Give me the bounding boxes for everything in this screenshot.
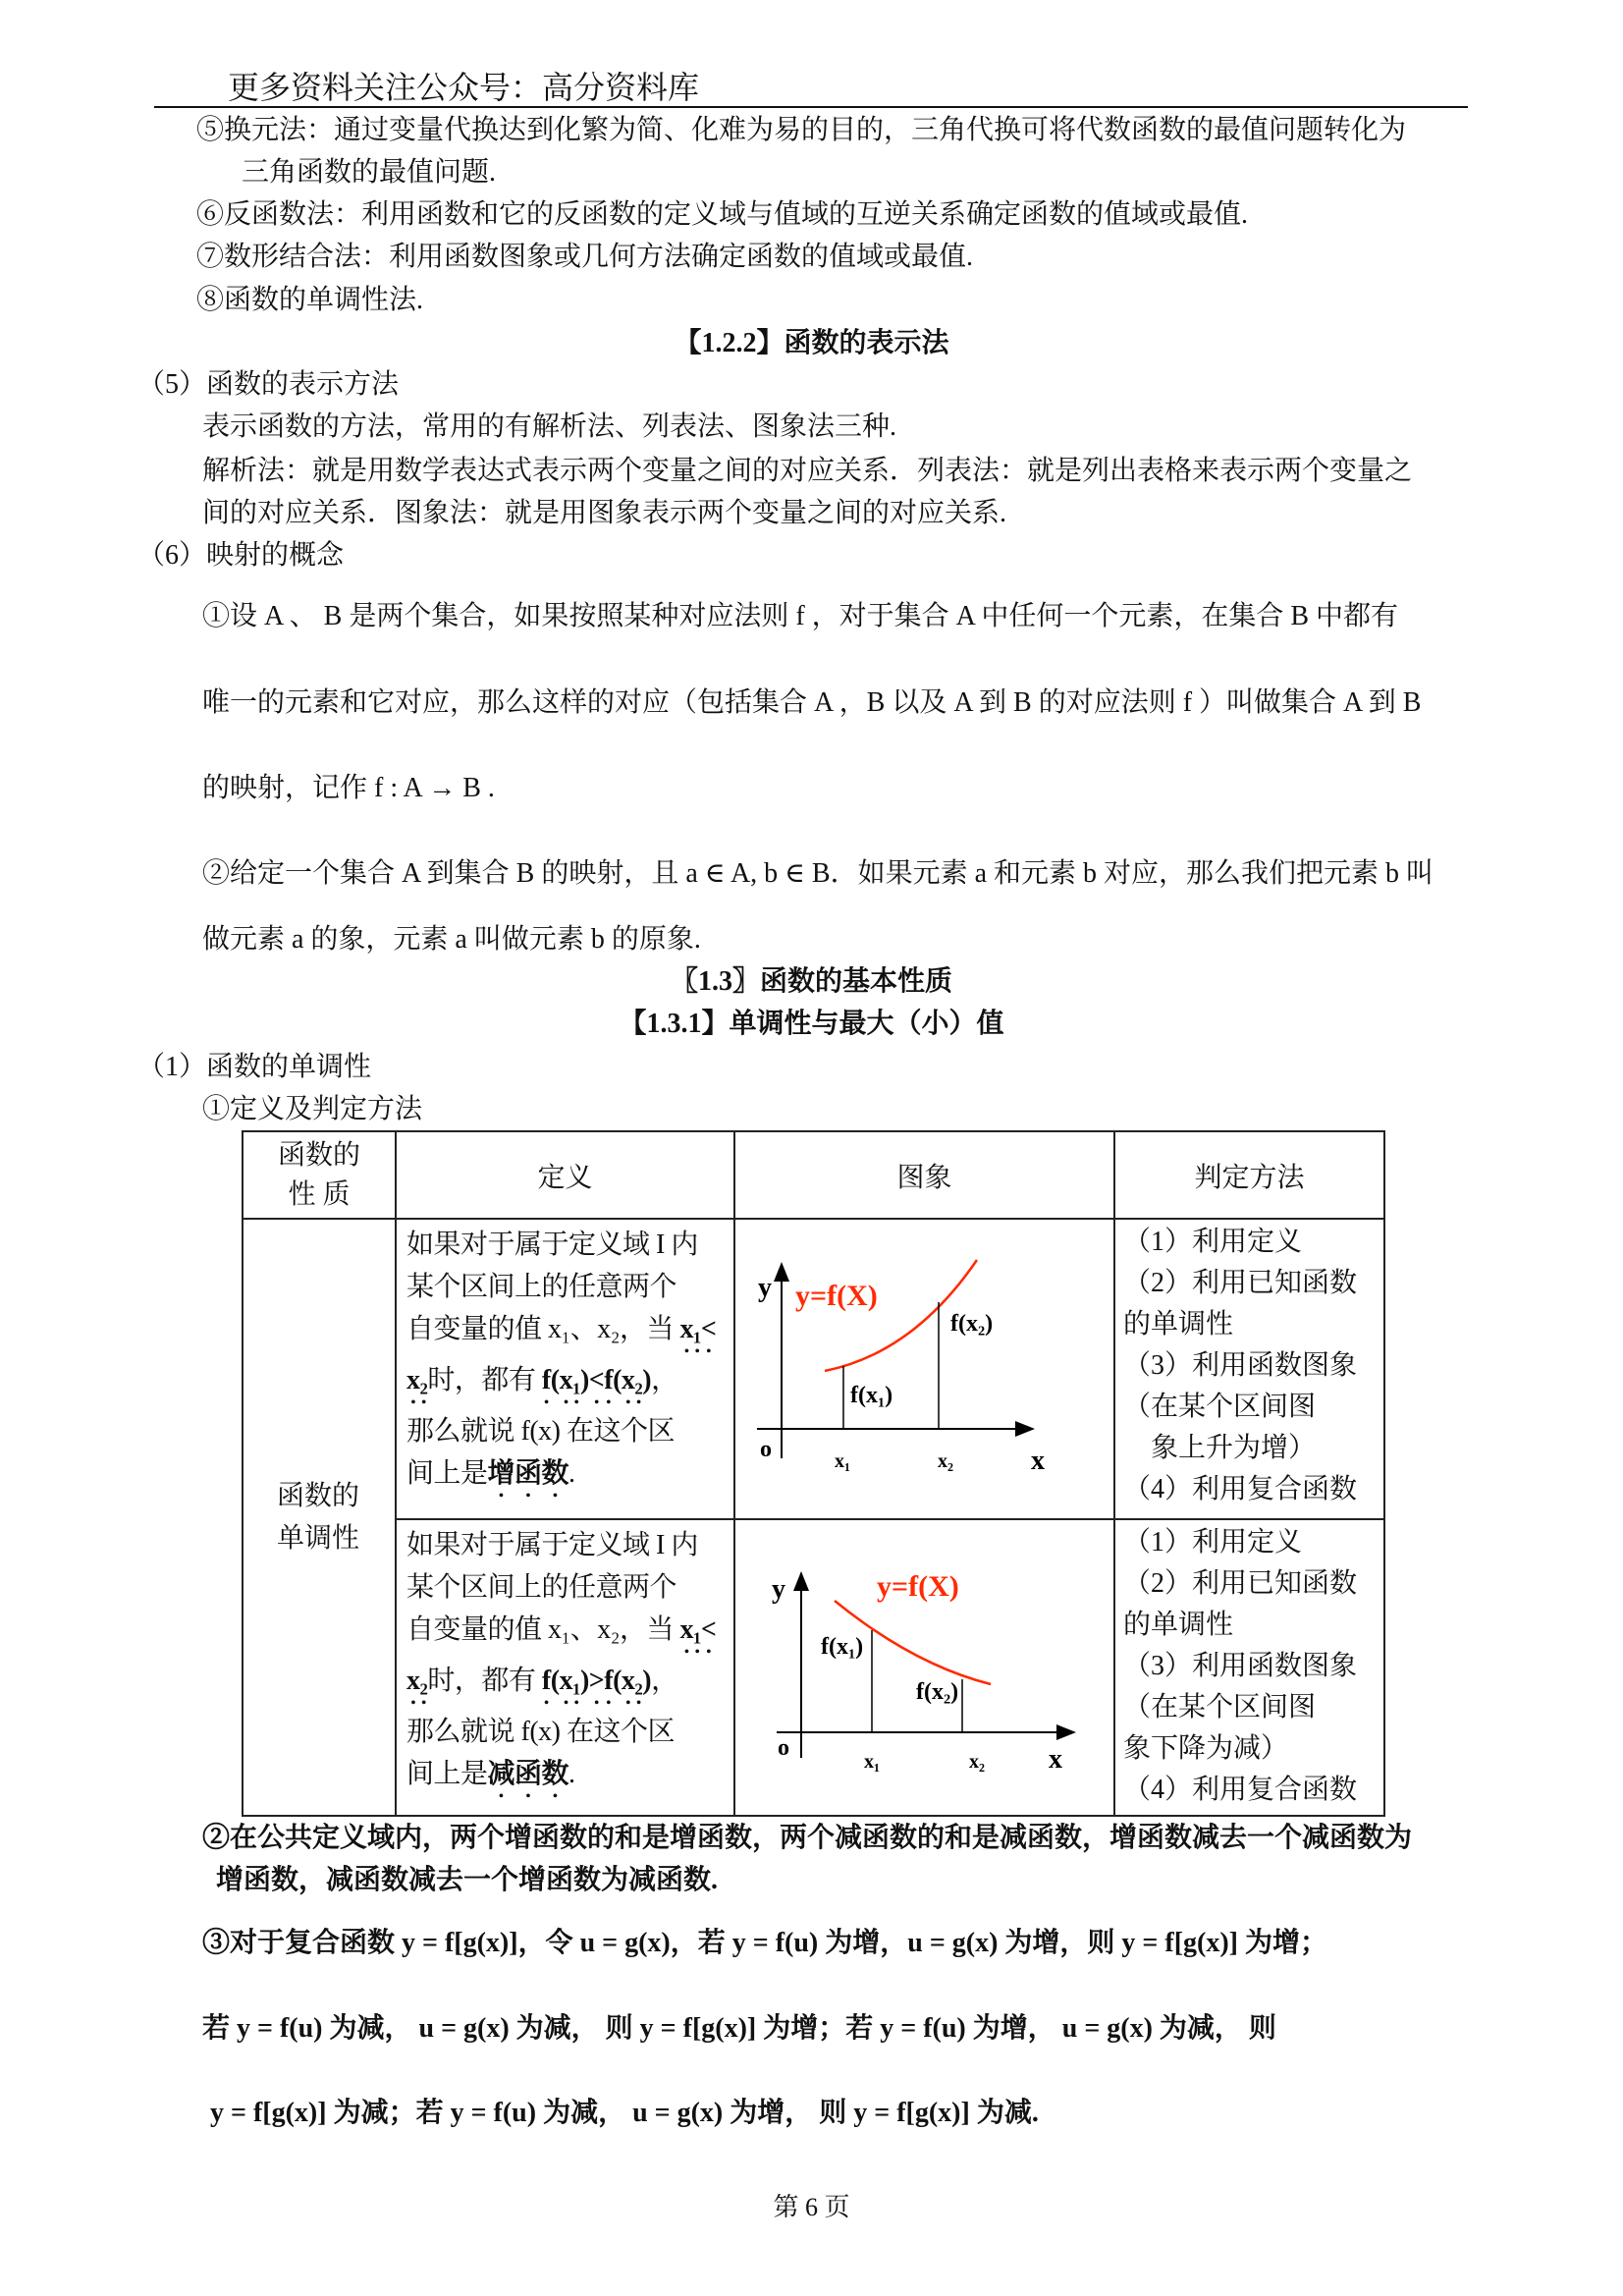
property-text: 函数的	[277, 1481, 360, 1511]
method-line: （2）利用已知函数	[1123, 1268, 1358, 1298]
y-label: y	[772, 1574, 785, 1605]
fx1-label: f(x₁)	[850, 1383, 893, 1408]
def-text: 间上是	[406, 1759, 488, 1789]
text-line: 增函数，减函数减去一个增函数为减函数.	[216, 1865, 719, 1895]
def-text: 间上是	[406, 1458, 488, 1489]
origin-label: o	[778, 1735, 789, 1761]
def-emph: x₁<	[679, 1314, 717, 1344]
text-line: ①设 A 、 B 是两个集合，如果按照某种对应法则 f ，对于集合 A 中任何一个元素，在集合 B 中都有	[202, 601, 1399, 631]
def-emph: f(x₁)>f(x₂)	[541, 1666, 652, 1696]
def-text: ，	[651, 1365, 678, 1395]
method-line: 的单调性	[1123, 1309, 1234, 1339]
x2-label: x₂	[969, 1751, 985, 1773]
func-label: y=f(X)	[877, 1570, 959, 1603]
def-text: 时，都有	[427, 1666, 542, 1696]
def-emph: x₂	[406, 1666, 428, 1696]
def-line: 如果对于属于定义域 I 内	[406, 1230, 698, 1260]
fx1-label: f(x₁)	[821, 1634, 864, 1660]
method-line: （在某个区间图	[1123, 1692, 1317, 1722]
def-emph: x₂	[406, 1365, 428, 1395]
method-line: （4）利用复合函数	[1123, 1474, 1358, 1504]
section-heading: 【1.3.1】单调性与最大（小）值	[619, 1009, 1004, 1039]
method-line: （1）利用定义	[1123, 1527, 1303, 1558]
x-label: x	[1049, 1744, 1062, 1775]
func-label: y=f(X)	[795, 1280, 878, 1312]
text-line: 三角函数的最值问题.	[242, 157, 497, 188]
text-line: 间的对应关系．图象法：就是用图象表示两个变量之间的对应关系.	[202, 498, 1007, 528]
method-line: （1）利用定义	[1123, 1227, 1303, 1257]
method-line: （3）利用函数图象	[1123, 1350, 1358, 1381]
def-text: 自变量的值 x₁、x₂，当	[406, 1314, 680, 1344]
text-line: 若 y = f(u) 为减， u = g(x) 为减， 则 y = f[g(x)] 为增；若 y = f(u) 为增， u = g(x) 为减， 则	[202, 2013, 1276, 2044]
def-emph: f(x₁)<f(x₂)	[541, 1365, 652, 1395]
text-line: y = f[g(x)] 为减；若 y = f(u) 为减， u = g(x) 为增， 则 y = f[g(x)] 为减.	[210, 2098, 1039, 2128]
def-emph: x₁<	[679, 1614, 717, 1645]
origin-label: o	[760, 1437, 772, 1462]
header-graph: 图象	[734, 1131, 1114, 1219]
method-line: （2）利用已知函数	[1123, 1568, 1358, 1599]
text-line: ②给定一个集合 A 到集合 B 的映射，且 a ∈ A, b ∈ B．如果元素 a 和元素 b 对应，那么我们把元素 b 叫	[202, 858, 1434, 889]
def-line: 某个区间上的任意两个	[406, 1572, 677, 1603]
text-line: ①定义及判定方法	[202, 1094, 423, 1124]
text-line: ⑥反函数法：利用函数和它的反函数的定义域与值域的互逆关系确定函数的值域或最值.	[196, 199, 1249, 230]
increasing-graph	[757, 1260, 1045, 1476]
text-line: 做元素 a 的象，元素 a 叫做元素 b 的原象.	[202, 924, 701, 955]
text-line: 唯一的元素和它对应，那么这样的对应（包括集合 A ，B 以及 A 到 B 的对应法则 f ）叫做集合 A 到 B	[202, 687, 1422, 718]
def-line: 某个区间上的任意两个	[406, 1272, 677, 1302]
x2-label: x₂	[938, 1450, 953, 1472]
method-line: （在某个区间图	[1123, 1392, 1317, 1422]
def-line: 那么就说 f(x) 在这个区	[406, 1717, 675, 1747]
text-line: ⑦数形结合法：利用函数图象或几何方法确定函数的值域或最值.	[196, 242, 974, 272]
text-line: 表示函数的方法，常用的有解析法、列表法、图象法三种.	[202, 411, 897, 442]
x1-label: x₁	[864, 1751, 880, 1773]
def-line: 如果对于属于定义域 I 内	[406, 1530, 698, 1560]
method-line: （4）利用复合函数	[1123, 1775, 1358, 1805]
def-text: 自变量的值 x₁、x₂，当	[406, 1614, 680, 1645]
section-heading: 〖1.3〗函数的基本性质	[670, 966, 952, 997]
method-line: 的单调性	[1123, 1610, 1234, 1640]
text-line: ⑤换元法：通过变量代换达到化繁为简、化难为易的目的，三角代换可将代数函数的最值问题转化为	[196, 115, 1407, 145]
header-text: 函数的	[277, 1139, 360, 1171]
text-line: ②在公共定义域内，两个增函数的和是增函数，两个减函数的和是减函数，增函数减去一个减函数为	[202, 1823, 1413, 1853]
text-line: ③对于复合函数 y = f[g(x)]，令 u = g(x)，若 y = f(u) 为增，u = g(x) 为增，则 y = f[g(x)] 为增；	[202, 1928, 1328, 1958]
decreasing-graph	[772, 1570, 1074, 1775]
property-text: 单调性	[277, 1523, 360, 1554]
text-line: 解析法：就是用数学表达式表示两个变量之间的对应关系．列表法：就是列出表格来表示两个变量之	[202, 456, 1413, 486]
def-line: 那么就说 f(x) 在这个区	[406, 1416, 675, 1447]
text-line: ⑧函数的单调性法.	[196, 285, 424, 315]
def-text: .	[568, 1759, 575, 1789]
header-title: 更多资料关注公众号：高分资料库	[228, 70, 700, 105]
page-number: 第 6 页	[773, 2193, 850, 2221]
method-line: 象上升为增）	[1123, 1433, 1317, 1463]
text-line: （5）函数的表示方法	[137, 369, 400, 400]
text-line: （1）函数的单调性	[137, 1052, 372, 1082]
header-text: 性 质	[288, 1178, 351, 1210]
def-text: ，	[651, 1666, 678, 1696]
increasing-term: 增函数	[487, 1458, 569, 1489]
text-line: 的映射，记作 f : A → B .	[202, 773, 495, 803]
fx2-label: f(x₂)	[950, 1311, 994, 1337]
text-line: （6）映射的概念	[137, 540, 345, 571]
method-line: 象下降为减）	[1123, 1733, 1289, 1764]
x1-label: x₁	[835, 1450, 850, 1472]
def-text: .	[568, 1458, 575, 1489]
section-heading: 【1.2.2】函数的表示法	[674, 328, 949, 358]
def-text: 时，都有	[427, 1365, 542, 1395]
header-definition: 定义	[396, 1131, 734, 1219]
decreasing-term: 减函数	[487, 1759, 569, 1789]
x-label: x	[1031, 1446, 1045, 1476]
header-methods: 判定方法	[1114, 1131, 1384, 1219]
y-label: y	[758, 1273, 772, 1303]
method-line: （3）利用函数图象	[1123, 1651, 1358, 1681]
fx2-label: f(x₂)	[916, 1679, 959, 1705]
